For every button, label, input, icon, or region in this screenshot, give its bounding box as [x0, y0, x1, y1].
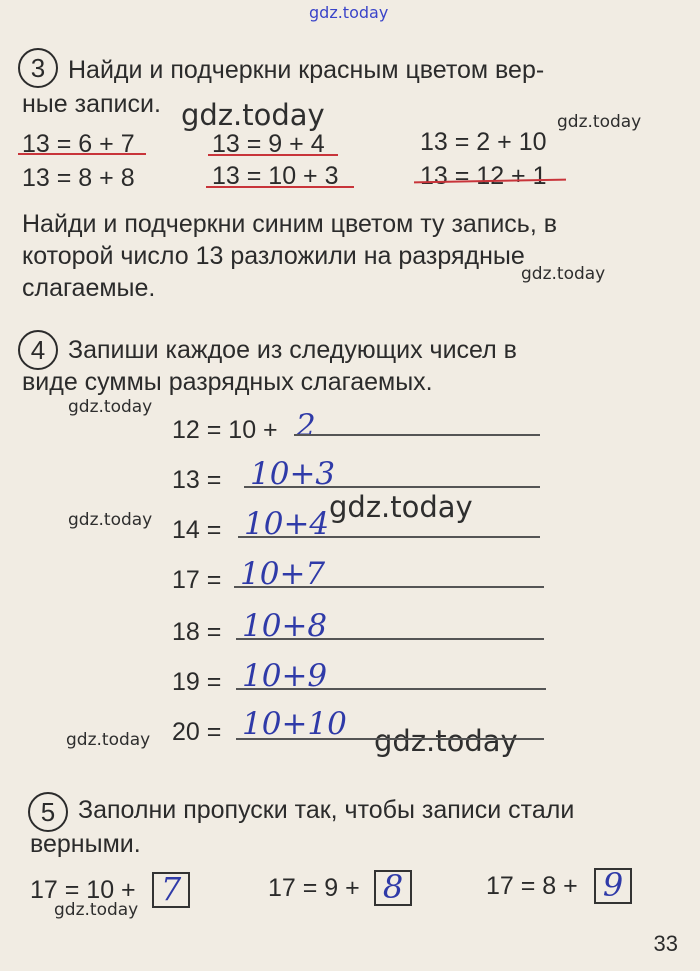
task5-item-label: 17 = 10 +: [30, 876, 136, 904]
equation: 13 = 2 + 10: [420, 128, 547, 156]
handwritten-answer: 10+10: [242, 706, 347, 742]
task4-row-label: 13 =: [172, 466, 222, 494]
watermark: gdz.today: [521, 264, 606, 284]
watermark: gdz.today: [557, 112, 642, 132]
task3-blue-instruction-line2: которой число 13 разложили на разрядные: [22, 242, 525, 270]
handwritten-answer: 10+8: [242, 608, 328, 644]
equation: 13 = 9 + 4: [212, 130, 325, 158]
handwritten-answer: 10+9: [242, 658, 328, 694]
handwritten-answer: 9: [602, 866, 624, 904]
task4-instruction-line1: Запиши каждое из следующих чисел в: [68, 336, 517, 364]
page-number: 33: [653, 931, 678, 956]
red-underline: [18, 153, 146, 155]
task3-instruction-line2: ные записи.: [22, 90, 161, 118]
task4-instruction-line2: виде суммы разрядных слагаемых.: [22, 368, 433, 396]
answer-box: [594, 868, 632, 904]
handwritten-answer: 10+4: [244, 506, 330, 542]
equation: 13 = 12 + 1: [420, 162, 547, 190]
watermark: gdz.today: [68, 510, 153, 530]
watermark: gdz.today: [181, 98, 325, 132]
watermark: gdz.today: [329, 490, 473, 524]
handwritten-answer: 8: [382, 868, 404, 906]
watermark: gdz.today: [66, 730, 151, 750]
task5-instruction-line2: верными.: [30, 830, 141, 858]
watermark: gdz.today: [374, 724, 518, 758]
answer-line: [236, 688, 546, 690]
red-underline: [208, 154, 338, 156]
task3-blue-instruction-line1: Найди и подчеркни синим цветом ту запись, в: [22, 210, 558, 238]
task4-row-label: 12 = 10 +: [172, 416, 278, 444]
watermark: gdz.today: [68, 397, 153, 417]
task4-row-label: 17 =: [172, 566, 222, 594]
watermark: gdz.today: [54, 900, 139, 920]
answer-box: [152, 872, 190, 908]
equation: 13 = 8 + 8: [22, 164, 135, 192]
task4-row-label: 19 =: [172, 668, 222, 696]
watermark-top: gdz.today: [309, 3, 389, 22]
handwritten-answer: 2: [296, 408, 316, 444]
answer-box: [374, 870, 412, 906]
task4-row-label: 14 =: [172, 516, 222, 544]
task5-item-label: 17 = 9 +: [268, 874, 360, 902]
task4-row-label: 18 =: [172, 618, 222, 646]
task-number-5: 5: [28, 792, 68, 832]
handwritten-answer: 7: [160, 870, 182, 908]
handwritten-answer: 10+3: [250, 456, 336, 492]
task5-item-label: 17 = 8 +: [486, 872, 578, 900]
task5-instruction-line1: Заполни пропуски так, чтобы записи стали: [78, 796, 575, 824]
handwritten-answer: 10+7: [240, 556, 326, 592]
equation: 13 = 10 + 3: [212, 162, 339, 190]
task3-instruction-line1: Найди и подчеркни красным цветом вер-: [68, 56, 545, 84]
answer-line: [244, 486, 540, 488]
answer-line: [294, 434, 540, 436]
answer-line: [236, 638, 544, 640]
equation: 13 = 6 + 7: [22, 130, 135, 158]
task4-row-label: 20 =: [172, 718, 222, 746]
red-underline: [206, 186, 354, 188]
answer-line: [234, 586, 544, 588]
task-number-3: 3: [18, 48, 58, 88]
task3-blue-instruction-line3: слагаемые.: [22, 274, 156, 302]
answer-line: [238, 536, 540, 538]
answer-line: [236, 738, 544, 740]
task-number-4: 4: [18, 330, 58, 370]
